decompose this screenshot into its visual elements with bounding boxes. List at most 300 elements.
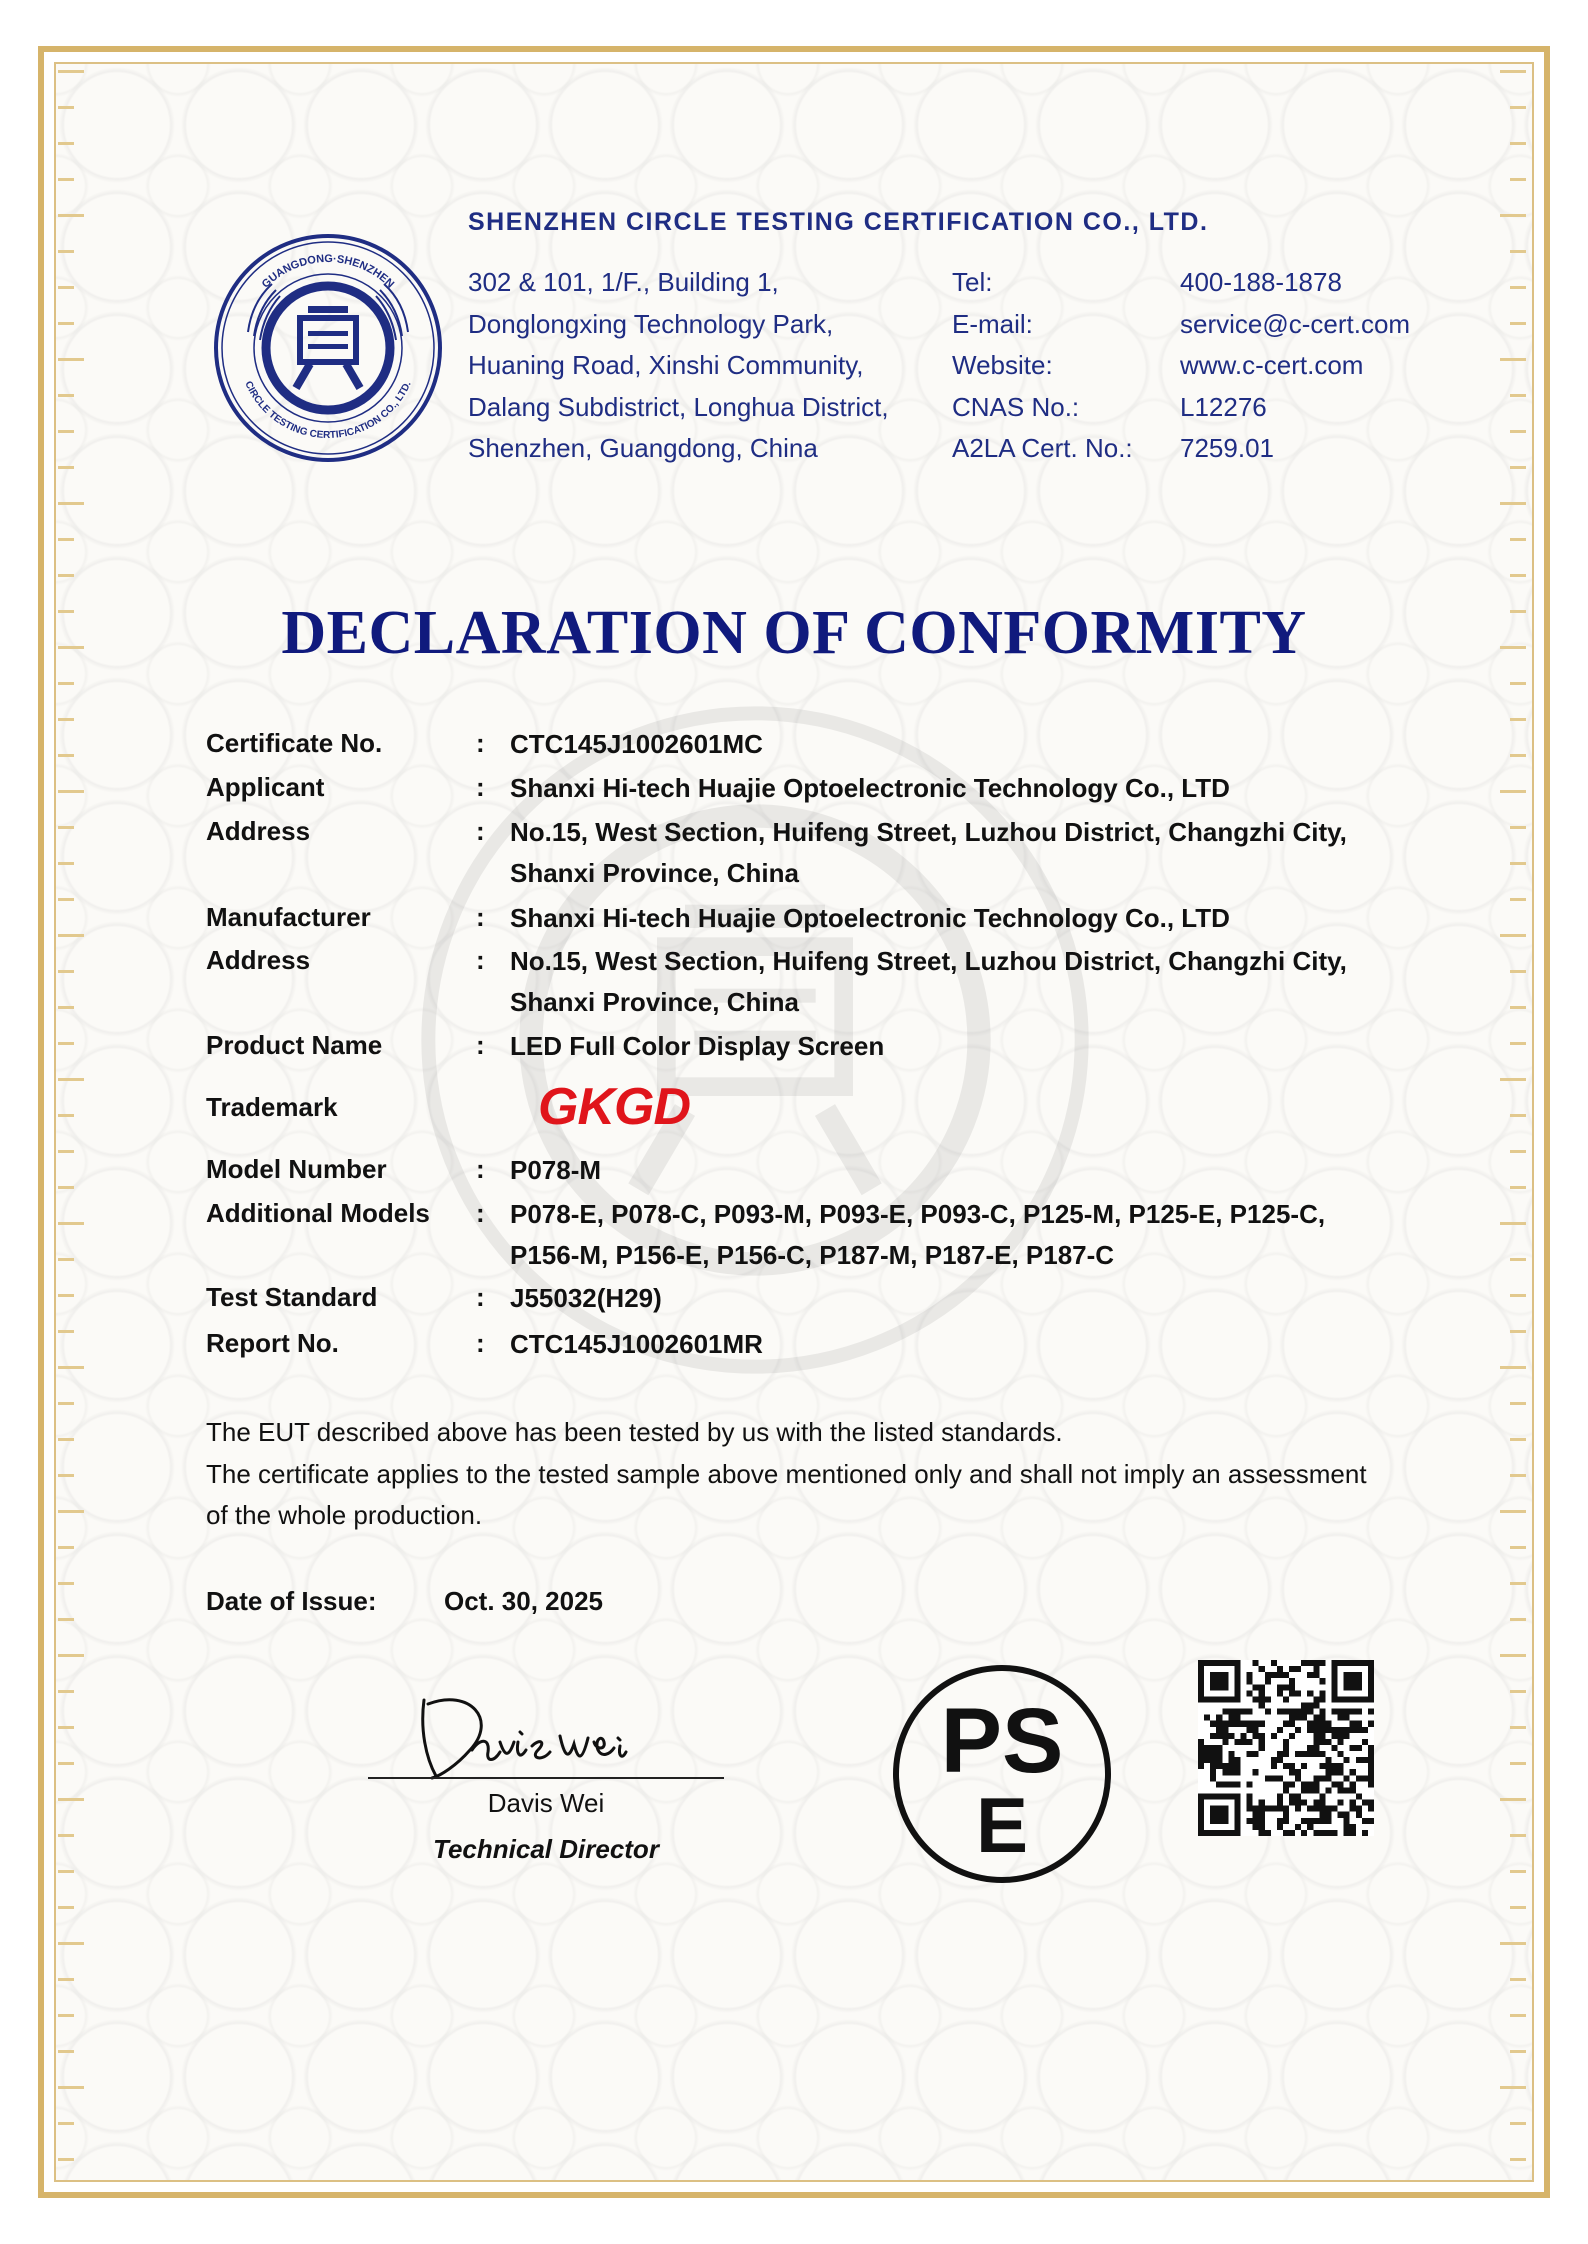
qr-module (1313, 1781, 1319, 1787)
border-tick (58, 1618, 74, 1621)
qr-module (1234, 1666, 1240, 1672)
pse-mark-icon (890, 1662, 1114, 1886)
qr-module (1344, 1727, 1350, 1733)
qr-module (1368, 1775, 1374, 1781)
border-tick (1510, 1150, 1526, 1153)
qr-module (1295, 1715, 1301, 1721)
a2la-label: A2LA Cert. No.: (952, 433, 1133, 463)
qr-module (1259, 1739, 1265, 1745)
qr-module (1222, 1781, 1228, 1787)
border-tick (58, 574, 74, 577)
qr-module (1210, 1775, 1216, 1781)
border-tick (1510, 898, 1526, 901)
additional-models-line-1: P078-E, P078-C, P093-M, P093-E, P093-C, P125-M, P125-E, P125-C, (510, 1199, 1326, 1229)
qr-module (1319, 1696, 1325, 1702)
qr-module (1289, 1715, 1295, 1721)
border-tick (58, 1906, 74, 1909)
border-tick (1500, 790, 1526, 793)
qr-module (1325, 1830, 1331, 1836)
qr-module (1332, 1684, 1338, 1690)
issuer-address (468, 262, 889, 470)
qr-module (1332, 1745, 1338, 1751)
border-tick (1500, 1078, 1526, 1081)
qr-module (1259, 1745, 1265, 1751)
qr-module (1198, 1751, 1204, 1757)
qr-module (1259, 1800, 1265, 1806)
qr-module (1368, 1763, 1374, 1769)
qr-module (1356, 1660, 1362, 1666)
qr-module (1216, 1751, 1222, 1757)
border-tick (1510, 1978, 1526, 1981)
qr-module (1356, 1757, 1362, 1763)
qr-module (1356, 1775, 1362, 1781)
border-tick (58, 1834, 74, 1837)
qr-module (1319, 1721, 1325, 1727)
qr-module (1319, 1690, 1325, 1696)
test-standard-value: J55032(H29) (510, 1283, 662, 1313)
qr-module (1325, 1739, 1331, 1745)
border-tick (58, 1150, 74, 1153)
qr-module (1198, 1678, 1204, 1684)
qr-module (1307, 1709, 1313, 1715)
qr-module (1265, 1806, 1271, 1812)
qr-module (1283, 1763, 1289, 1769)
qr-module (1362, 1660, 1368, 1666)
qr-module (1368, 1745, 1374, 1751)
applicant-value: Shanxi Hi-tech Huajie Optoelectronic Technology Co., LTD (510, 773, 1230, 803)
manufacturer-address-line-2: Shanxi Province, China (510, 987, 799, 1017)
qr-module (1356, 1794, 1362, 1800)
border-tick (1510, 574, 1526, 577)
logo-ring-text-top: GUANGDONG·SHENZHEN (259, 252, 397, 291)
border-tick (58, 2086, 84, 2089)
qr-module (1356, 1678, 1362, 1684)
qr-module (1234, 1806, 1240, 1812)
qr-module (1289, 1794, 1295, 1800)
border-tick (58, 142, 74, 145)
qr-module (1265, 1709, 1271, 1715)
border-tick (1510, 1834, 1526, 1837)
qr-module (1198, 1745, 1204, 1751)
qr-module (1344, 1824, 1350, 1830)
qr-module (1247, 1709, 1253, 1715)
border-tick (58, 2050, 74, 2053)
qr-module (1240, 1709, 1246, 1715)
issuer-name: SHENZHEN CIRCLE TESTING CERTIFICATION CO., LTD. (468, 208, 1209, 236)
border-tick (58, 2158, 74, 2161)
qr-module (1307, 1818, 1313, 1824)
border-tick (1510, 718, 1526, 721)
qr-module (1350, 1696, 1356, 1702)
border-tick (1510, 1186, 1526, 1189)
border-tick (58, 1726, 74, 1729)
border-tick (58, 430, 74, 433)
field-colon: : (476, 1198, 485, 1228)
qr-module (1362, 1696, 1368, 1702)
qr-module (1338, 1696, 1344, 1702)
qr-module (1228, 1733, 1234, 1739)
qr-module (1338, 1660, 1344, 1666)
border-tick (1510, 682, 1526, 685)
qr-module (1344, 1757, 1350, 1763)
qr-module (1368, 1769, 1374, 1775)
qr-module (1301, 1763, 1307, 1769)
qr-module (1313, 1806, 1319, 1812)
qr-module (1325, 1727, 1331, 1733)
qr-module (1313, 1727, 1319, 1733)
qr-module (1247, 1721, 1253, 1727)
qr-module (1216, 1806, 1222, 1812)
tel-value: 400-188-1878 (1180, 267, 1342, 297)
qr-module (1222, 1678, 1228, 1684)
qr-module (1283, 1709, 1289, 1715)
qr-module (1259, 1684, 1265, 1690)
border-tick (58, 754, 74, 757)
qr-module (1210, 1806, 1216, 1812)
qr-module (1253, 1824, 1259, 1830)
qr-module (1259, 1824, 1265, 1830)
qr-module (1295, 1806, 1301, 1812)
border-tick (1500, 1942, 1526, 1945)
border-tick (58, 682, 74, 685)
qr-module (1277, 1709, 1283, 1715)
qr-module (1289, 1721, 1295, 1727)
email-label: E-mail: (952, 308, 1033, 339)
qr-module (1216, 1733, 1222, 1739)
qr-module (1283, 1806, 1289, 1812)
qr-module (1301, 1709, 1307, 1715)
qr-module (1313, 1818, 1319, 1824)
qr-module (1234, 1678, 1240, 1684)
qr-module (1240, 1739, 1246, 1745)
border-tick (58, 2122, 74, 2125)
border-tick (1510, 178, 1526, 181)
qr-module (1350, 1824, 1356, 1830)
qr-module (1204, 1830, 1210, 1836)
qr-module (1319, 1818, 1325, 1824)
border-tick (1510, 106, 1526, 109)
qr-module (1204, 1660, 1210, 1666)
border-tick (58, 1258, 74, 1261)
qr-module (1253, 1660, 1259, 1666)
border-tick (1500, 502, 1526, 505)
qr-module (1362, 1727, 1368, 1733)
qr-module (1265, 1672, 1271, 1678)
qr-module (1295, 1769, 1301, 1775)
border-tick (1510, 394, 1526, 397)
qr-module (1228, 1696, 1234, 1702)
qr-module (1198, 1763, 1204, 1769)
qr-module (1234, 1812, 1240, 1818)
border-tick (1510, 286, 1526, 289)
qr-module (1234, 1781, 1240, 1787)
qr-module (1234, 1684, 1240, 1690)
qr-module (1216, 1781, 1222, 1787)
date-of-issue-value: Oct. 30, 2025 (444, 1586, 603, 1616)
qr-module (1368, 1757, 1374, 1763)
qr-module (1210, 1696, 1216, 1702)
qr-module (1319, 1806, 1325, 1812)
qr-module (1265, 1775, 1271, 1781)
qr-module (1198, 1684, 1204, 1690)
qr-module (1283, 1787, 1289, 1793)
certificate-no-value: CTC145J1002601MC (510, 729, 763, 759)
qr-module (1332, 1781, 1338, 1787)
border-tick (58, 1654, 84, 1657)
qr-module (1338, 1739, 1344, 1745)
qr-module (1234, 1794, 1240, 1800)
qr-module (1362, 1739, 1368, 1745)
border-tick (1510, 1114, 1526, 1117)
border-tick (58, 1006, 74, 1009)
qr-module (1338, 1763, 1344, 1769)
qr-module (1198, 1672, 1204, 1678)
qr-module (1295, 1824, 1301, 1830)
qr-module (1216, 1818, 1222, 1824)
trademark-logo-icon (534, 1074, 714, 1136)
qr-module (1234, 1824, 1240, 1830)
qr-module (1253, 1727, 1259, 1733)
qr-module (1283, 1812, 1289, 1818)
qr-module (1198, 1794, 1204, 1800)
qr-module (1210, 1794, 1216, 1800)
qr-module (1277, 1775, 1283, 1781)
border-tick (1510, 1690, 1526, 1693)
qr-module (1362, 1830, 1368, 1836)
qr-module (1253, 1751, 1259, 1757)
qr-module (1210, 1684, 1216, 1690)
qr-module (1234, 1800, 1240, 1806)
qr-module (1216, 1757, 1222, 1763)
qr-module (1277, 1690, 1283, 1696)
border-tick (1510, 2050, 1526, 2053)
qr-module (1344, 1696, 1350, 1702)
qr-module (1295, 1727, 1301, 1733)
qr-module (1234, 1660, 1240, 1666)
signatory-name: Davis Wei (487, 1788, 605, 1818)
qr-module (1325, 1769, 1331, 1775)
additional-models-label: Additional Models (206, 1198, 430, 1228)
border-tick (58, 322, 74, 325)
qr-module (1228, 1763, 1234, 1769)
qr-module (1368, 1806, 1374, 1812)
border-tick (1510, 1618, 1526, 1621)
qr-module (1325, 1775, 1331, 1781)
qr-module (1319, 1830, 1325, 1836)
statement-line-3: of the whole production. (206, 1500, 483, 1530)
qr-module (1240, 1733, 1246, 1739)
qr-module (1338, 1751, 1344, 1757)
issuer-address-line: Shenzhen, Guangdong, China (468, 433, 818, 463)
border-tick (58, 1546, 74, 1549)
company-seal-logo-icon (212, 232, 444, 464)
qr-module (1198, 1812, 1204, 1818)
issuer-address-line: Donglongxing Technology Park, (468, 308, 834, 339)
qr-module (1247, 1672, 1253, 1678)
border-tick (58, 502, 84, 505)
qr-module (1234, 1696, 1240, 1702)
qr-module (1289, 1733, 1295, 1739)
border-tick (1510, 1258, 1526, 1261)
qr-module (1247, 1806, 1253, 1812)
qr-module (1198, 1824, 1204, 1830)
qr-module (1362, 1818, 1368, 1824)
qr-module (1307, 1751, 1313, 1757)
qr-module (1301, 1660, 1307, 1666)
field-colon: : (476, 728, 485, 758)
qr-module (1247, 1794, 1253, 1800)
qr-module (1368, 1678, 1374, 1684)
qr-module (1253, 1684, 1259, 1690)
border-tick (1500, 2086, 1526, 2089)
qr-module (1313, 1660, 1319, 1666)
model-number-label: Model Number (206, 1154, 387, 1184)
qr-module (1344, 1672, 1350, 1678)
qr-module (1319, 1660, 1325, 1666)
qr-module (1289, 1709, 1295, 1715)
qr-module (1271, 1733, 1277, 1739)
qr-module (1344, 1733, 1350, 1739)
qr-module (1277, 1806, 1283, 1812)
qr-module (1313, 1715, 1319, 1721)
qr-code-icon (1198, 1660, 1374, 1836)
qr-module (1216, 1672, 1222, 1678)
qr-module (1307, 1721, 1313, 1727)
website-value: www.c-cert.com (1180, 350, 1364, 380)
qr-module (1222, 1769, 1228, 1775)
website-label: Website: (952, 350, 1053, 380)
qr-module (1234, 1709, 1240, 1715)
qr-module (1247, 1727, 1253, 1733)
qr-module (1301, 1702, 1307, 1708)
qr-module (1319, 1739, 1325, 1745)
qr-module (1350, 1769, 1356, 1775)
qr-module (1295, 1709, 1301, 1715)
qr-module (1301, 1781, 1307, 1787)
border-tick (58, 2014, 74, 2017)
border-tick (58, 1186, 74, 1189)
border-tick (1500, 1654, 1526, 1657)
border-tick (58, 106, 74, 109)
qr-module (1216, 1715, 1222, 1721)
qr-module (1295, 1690, 1301, 1696)
handwritten-signature-icon (410, 1680, 640, 1790)
manufacturer-address-line-1: No.15, West Section, Huifeng Street, Luzhou District, Changzhi City, (510, 946, 1347, 976)
qr-module (1289, 1830, 1295, 1836)
border-tick (1500, 70, 1526, 73)
qr-module (1332, 1690, 1338, 1696)
qr-module (1234, 1769, 1240, 1775)
qr-module (1259, 1812, 1265, 1818)
qr-module (1356, 1812, 1362, 1818)
qr-module (1234, 1757, 1240, 1763)
qr-module (1332, 1678, 1338, 1684)
qr-module (1356, 1806, 1362, 1812)
qr-module (1332, 1806, 1338, 1812)
qr-module (1222, 1812, 1228, 1818)
qr-module (1301, 1751, 1307, 1757)
qr-module (1228, 1794, 1234, 1800)
qr-module (1277, 1727, 1283, 1733)
field-colon: : (476, 1282, 485, 1312)
right-border-ornament (1500, 70, 1530, 2170)
qr-module (1271, 1763, 1277, 1769)
qr-module (1332, 1763, 1338, 1769)
qr-module (1283, 1684, 1289, 1690)
qr-module (1210, 1769, 1216, 1775)
qr-module (1198, 1660, 1204, 1666)
manufacturer-label: Manufacturer (206, 902, 371, 932)
qr-module (1313, 1702, 1319, 1708)
qr-module (1259, 1666, 1265, 1672)
border-tick (58, 1222, 84, 1225)
border-tick (58, 1474, 74, 1477)
qr-module (1259, 1702, 1265, 1708)
qr-module (1253, 1769, 1259, 1775)
border-tick (58, 1978, 74, 1981)
qr-module (1338, 1781, 1344, 1787)
qr-module (1240, 1721, 1246, 1727)
signature-line (368, 1777, 724, 1779)
qr-module (1222, 1696, 1228, 1702)
qr-module (1356, 1696, 1362, 1702)
qr-module (1222, 1721, 1228, 1727)
qr-module (1332, 1769, 1338, 1775)
cnas-label: CNAS No.: (952, 391, 1080, 422)
qr-module (1210, 1721, 1216, 1727)
qr-module (1368, 1684, 1374, 1690)
logo-ring-text-bottom: CIRCLE TESTING CERTIFICATION CO., LTD. (242, 379, 414, 442)
qr-module (1289, 1690, 1295, 1696)
qr-module (1325, 1812, 1331, 1818)
qr-module (1319, 1763, 1325, 1769)
qr-module (1247, 1739, 1253, 1745)
qr-module (1204, 1745, 1210, 1751)
qr-module (1344, 1830, 1350, 1836)
border-tick (58, 178, 74, 181)
border-tick (1500, 214, 1526, 217)
border-tick (1500, 358, 1526, 361)
border-tick (58, 1294, 74, 1297)
border-tick (1500, 1798, 1526, 1801)
qr-module (1283, 1721, 1289, 1727)
qr-module (1216, 1721, 1222, 1727)
qr-module (1204, 1751, 1210, 1757)
qr-module (1271, 1775, 1277, 1781)
border-tick (58, 1078, 84, 1081)
border-tick (58, 1762, 74, 1765)
qr-module (1344, 1678, 1350, 1684)
qr-module (1265, 1696, 1271, 1702)
qr-module (1228, 1751, 1234, 1757)
qr-module (1289, 1684, 1295, 1690)
qr-module (1210, 1812, 1216, 1818)
statement-line-1: The EUT described above has been tested by us with the listed standards. (206, 1417, 1063, 1447)
border-tick (1510, 970, 1526, 973)
qr-module (1295, 1800, 1301, 1806)
border-tick (58, 394, 74, 397)
report-no-label: Report No. (206, 1328, 339, 1358)
qr-module (1307, 1727, 1313, 1733)
qr-module (1313, 1733, 1319, 1739)
qr-module (1307, 1702, 1313, 1708)
qr-module (1295, 1751, 1301, 1757)
qr-module (1319, 1751, 1325, 1757)
applicant-address-label: Address (206, 816, 311, 846)
qr-module (1222, 1684, 1228, 1690)
border-tick (58, 970, 74, 973)
qr-module (1319, 1775, 1325, 1781)
